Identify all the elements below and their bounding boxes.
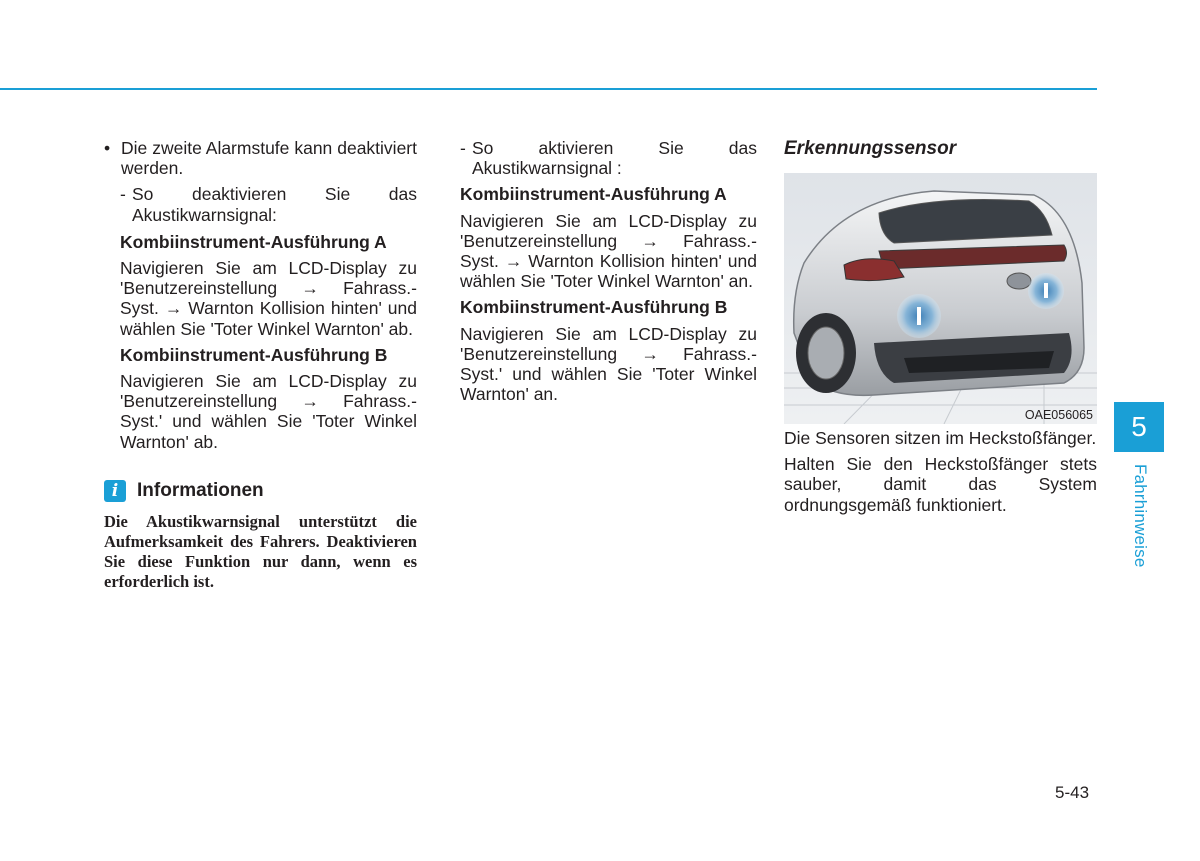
bullet-item — [104, 138, 417, 178]
column-right — [784, 138, 1097, 160]
dash-mark: - — [120, 184, 126, 205]
info-header — [104, 480, 417, 502]
bullet-text: Die zweite Alarmstufe kann deaktiviert werden. — [121, 138, 417, 179]
chapter-label: Fahrhinweise — [1131, 464, 1150, 568]
sensor-location-text: Die Sensoren sitzen im Heckstoßfänger. — [784, 428, 1097, 448]
dash-text: So aktivieren Sie das Akustikwarnsignal : — [472, 138, 757, 179]
variant-b-title: Kombiinstrument-Ausführung B — [460, 297, 728, 318]
top-rule — [0, 88, 1097, 90]
bullet-mark: • — [104, 138, 111, 158]
dash-item — [120, 184, 417, 224]
variant-b-text: Navigieren Sie am LCD-Display zu 'Benutzereinstellung → Fahrass.-Syst.' und wählen Sie 'Toter Winkel Warnton' an. — [460, 323, 757, 405]
column-right-text — [784, 428, 1097, 515]
column-left — [104, 138, 417, 592]
info-icon: i — [104, 480, 126, 502]
page-number: 5-43 — [1055, 783, 1090, 802]
figure-code: OAE056065 — [1024, 408, 1093, 422]
sensor-care-text: Halten Sie den Heckstoßfänger stets sauber, damit das System ordnungsgemäß funktioniert. — [784, 454, 1097, 515]
dash-mark: - — [460, 138, 466, 158]
variant-b-text: Navigieren Sie am LCD-Display zu 'Benutzereinstellung → Fahrass.-Syst.' und wählen Sie 'Toter Winkel Warnton' ab. — [120, 371, 417, 452]
variant-b-title: Kombiinstrument-Ausführung B — [120, 344, 388, 365]
variant-a-text: Navigieren Sie am LCD-Display zu 'Benutzereinstellung → Fahrass.-Syst. → Warnton Kollision hinten' und wählen Sie 'Toter Winkel Warnton' an. — [460, 210, 757, 292]
car-rear-graphic — [784, 173, 1097, 424]
info-title: Informationen — [137, 479, 264, 501]
variant-a-text: Navigieren Sie am LCD-Display zu 'Benutzereinstellung → Fahrass.-Syst. → Warnton Kollision hinten' und wählen Sie 'Toter Winkel Warnton' ab. — [120, 258, 417, 339]
dash-text: So deaktivieren Sie das Akustikwarnsignal: — [132, 184, 417, 225]
variant-a-title: Kombiinstrument-Ausführung A — [460, 184, 727, 205]
dash-item — [460, 138, 757, 178]
info-text: Die Akustikwarnsignal unterstützt die Aufmerksamkeit des Fahrers. Deaktivieren Sie diese Funktion nur dann, wenn es erforderlich ist. — [104, 511, 417, 591]
column-middle — [460, 138, 757, 404]
section-heading: Erkennungssensor — [784, 138, 957, 159]
car-rear-illustration — [784, 173, 1097, 424]
variant-a-title: Kombiinstrument-Ausführung A — [120, 231, 387, 252]
chapter-number-tab: 5 — [1114, 402, 1164, 452]
